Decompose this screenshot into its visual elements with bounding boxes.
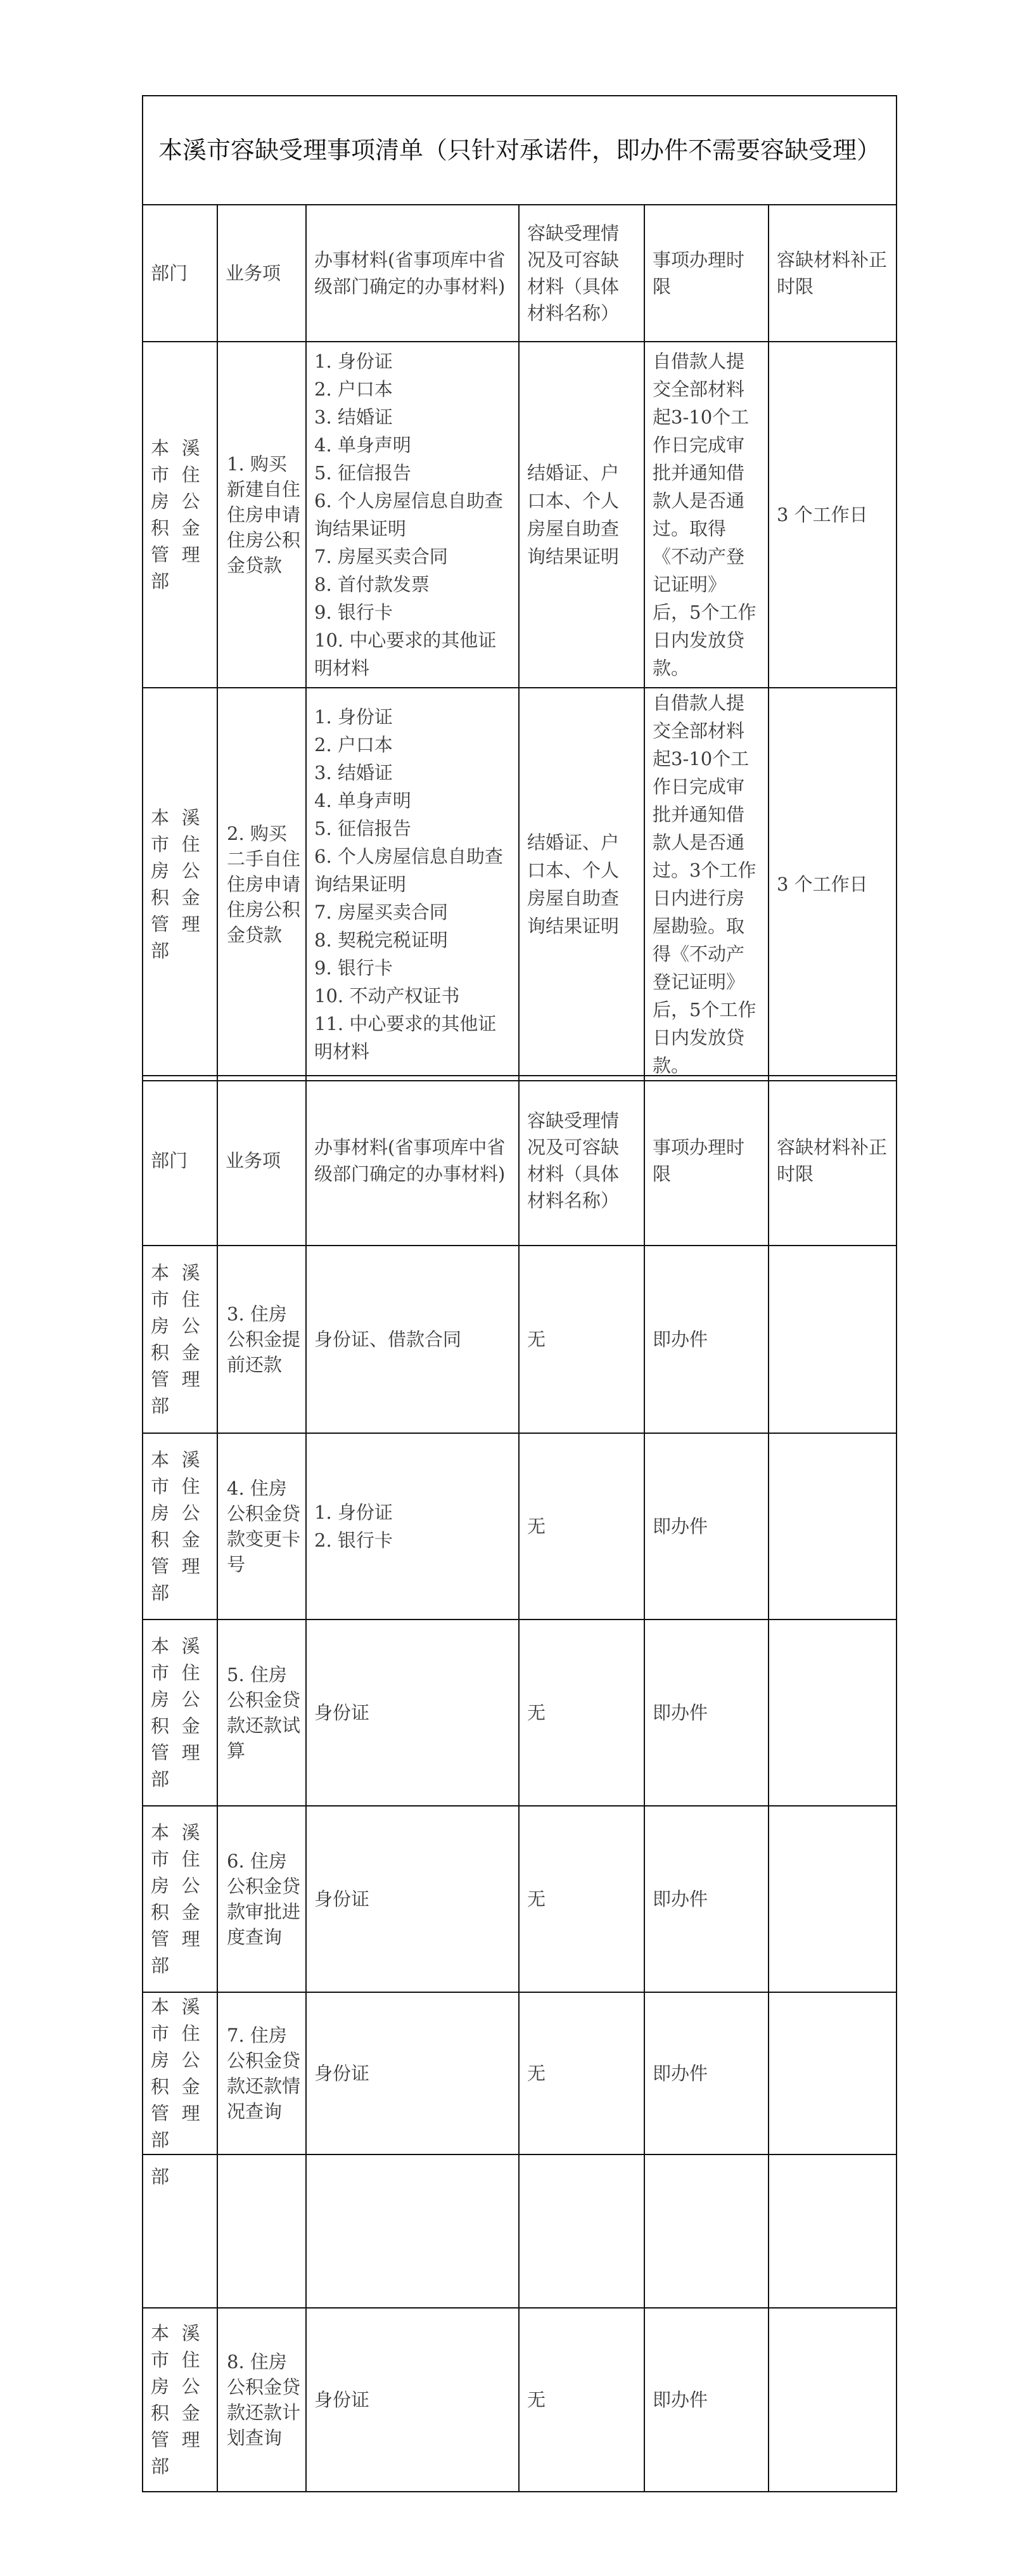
dept-name-line: 市 住 xyxy=(151,834,200,855)
dept-name-line: 房 公 xyxy=(151,2049,200,2071)
dept-cell xyxy=(143,1246,217,1433)
dept-name-line: 本 溪 xyxy=(151,1996,200,2018)
dept-name-line: 本 溪 xyxy=(151,1822,200,1843)
header-dept: 部门 xyxy=(143,1076,217,1246)
dept-name xyxy=(151,1633,209,1793)
dept-name-line: 本 溪 xyxy=(151,437,200,459)
dept-name-line: 房 公 xyxy=(151,1315,200,1337)
dept-name-line: 管 理 xyxy=(151,1368,200,1390)
supplement-cell xyxy=(769,1992,897,2154)
material-line: 8. 首付款发票 xyxy=(314,574,430,595)
dept-name-line: 部 xyxy=(151,1955,170,1976)
table-2 xyxy=(142,1075,897,2155)
material-line: 2. 户口本 xyxy=(314,734,393,756)
dept-name-line: 管 理 xyxy=(151,1742,200,1763)
dept-name-line: 积 金 xyxy=(151,517,200,539)
empty-cell xyxy=(769,2154,897,2308)
table-row xyxy=(143,1620,897,1806)
dept-name-line: 房 公 xyxy=(151,1502,200,1524)
dept-cell xyxy=(143,342,217,688)
dept-name-line: 市 住 xyxy=(151,1848,200,1870)
materials-cell xyxy=(306,1433,519,1620)
materials-cell: 身份证 xyxy=(306,1806,519,1992)
material-line: 10. 中心要求的其他证明材料 xyxy=(314,629,497,679)
material-line: 5. 征信报告 xyxy=(314,462,411,484)
supplement-cell xyxy=(769,1620,897,1806)
dept-name-line: 积 金 xyxy=(151,2076,200,2097)
dept-name xyxy=(151,1259,209,1419)
header-supplement: 容缺材料补正时限 xyxy=(769,205,897,342)
material-line: 1. 身份证 xyxy=(314,706,393,728)
dept-name-line: 本 溪 xyxy=(151,2322,200,2344)
materials-cell: 身份证 xyxy=(306,2308,519,2492)
supplement-cell xyxy=(769,2308,897,2492)
table-1 xyxy=(142,95,897,1081)
dept-name-line: 积 金 xyxy=(151,1902,200,1923)
page-title: 本溪市容缺受理事项清单（只针对承诺件，即办件不需要容缺受理） xyxy=(143,96,897,205)
table-row xyxy=(143,2154,897,2308)
header-missing: 容缺受理情况及可容缺材料（具体材料名称） xyxy=(519,1076,644,1246)
dept-name-line: 管 理 xyxy=(151,544,200,565)
item-cell: 1. 购买新建自住住房申请住房公积金贷款 xyxy=(217,342,306,688)
dept-name-line: 积 金 xyxy=(151,887,200,908)
dept-name-line: 管 理 xyxy=(151,1928,200,1950)
table-3 xyxy=(142,2154,897,2492)
dept-name xyxy=(151,804,209,964)
material-line: 7. 房屋买卖合同 xyxy=(314,901,448,923)
dept-name-line: 管 理 xyxy=(151,2103,200,2124)
dept-name-line: 部 xyxy=(151,570,170,592)
dept-name-line: 房 公 xyxy=(151,2376,200,2397)
header-supplement: 容缺材料补正时限 xyxy=(769,1076,897,1246)
deadline-cell: 即办件 xyxy=(644,1433,769,1620)
deadline-cell: 自借款人提交全部材料起3-10个工作日完成审批并通知借款人是否通过。3个工作日内进行房屋勘验。取得《不动产登记证明》后，5个工作日内发放贷款。 xyxy=(644,688,769,1081)
dept-cell xyxy=(143,1620,217,1806)
table-row xyxy=(143,342,897,688)
dept-name-line: 房 公 xyxy=(151,860,200,882)
material-line: 7. 房屋买卖合同 xyxy=(314,546,448,567)
item-cell: 6. 住房公积金贷款审批进度查询 xyxy=(217,1806,306,1992)
material-line: 6. 个人房屋信息自助查询结果证明 xyxy=(314,846,503,895)
supplement-cell xyxy=(769,1246,897,1433)
dept-continuation: 部 xyxy=(143,2154,217,2308)
header-dept: 部门 xyxy=(143,205,217,342)
dept-name-line: 市 住 xyxy=(151,1662,200,1684)
material-line: 2. 户口本 xyxy=(314,378,393,400)
supplement-cell xyxy=(769,1433,897,1620)
dept-name-line: 市 住 xyxy=(151,2023,200,2044)
material-line: 6. 个人房屋信息自助查询结果证明 xyxy=(314,490,503,539)
missing-cell: 无 xyxy=(519,1246,644,1433)
dept-name-line: 本 溪 xyxy=(151,1262,200,1284)
material-line: 1. 身份证 xyxy=(314,351,393,372)
item-cell: 7. 住房公积金贷款还款情况查询 xyxy=(217,1992,306,2154)
empty-cell xyxy=(519,2154,644,2308)
materials-cell: 身份证 xyxy=(306,1620,519,1806)
dept-name xyxy=(151,1993,209,2153)
dept-name-line: 部 xyxy=(151,2129,170,2151)
materials-cell: 身份证 xyxy=(306,1992,519,2154)
deadline-cell: 即办件 xyxy=(644,1620,769,1806)
dept-name-line: 市 住 xyxy=(151,1476,200,1497)
empty-cell xyxy=(644,2154,769,2308)
missing-cell: 无 xyxy=(519,1992,644,2154)
dept-cell xyxy=(143,1992,217,2154)
dept-cell xyxy=(143,688,217,1081)
materials-cell xyxy=(306,688,519,1081)
dept-name-line: 管 理 xyxy=(151,1555,200,1577)
dept-name-line: 积 金 xyxy=(151,1342,200,1363)
deadline-cell: 自借款人提交全部材料起3-10个工作日完成审批并通知借款人是否通过。取得《不动产登记证明》后，5个工作日内发放贷款。 xyxy=(644,342,769,688)
materials-cell xyxy=(306,342,519,688)
dept-name-line: 本 溪 xyxy=(151,807,200,828)
missing-cell: 无 xyxy=(519,1806,644,1992)
table-row xyxy=(143,1246,897,1433)
material-line: 10. 不动产权证书 xyxy=(314,985,460,1007)
dept-name-line: 积 金 xyxy=(151,1715,200,1737)
supplement-cell: 3 个工作日 xyxy=(769,688,897,1081)
dept-name-line: 部 xyxy=(151,940,170,962)
deadline-cell: 即办件 xyxy=(644,2308,769,2492)
material-line: 1. 身份证 xyxy=(314,1502,393,1523)
table-row xyxy=(143,688,897,1081)
missing-cell: 结婚证、户口本、个人房屋自助查询结果证明 xyxy=(519,342,644,688)
dept-name-line: 部 xyxy=(151,1395,170,1417)
item-cell: 5. 住房公积金贷款还款试算 xyxy=(217,1620,306,1806)
deadline-cell: 即办件 xyxy=(644,1992,769,2154)
material-line: 9. 银行卡 xyxy=(314,602,393,623)
material-line: 3. 结婚证 xyxy=(314,406,393,428)
dept-name xyxy=(151,1819,209,1979)
dept-name-line: 积 金 xyxy=(151,2402,200,2424)
dept-name-line: 管 理 xyxy=(151,2429,200,2450)
table-row xyxy=(143,2308,897,2492)
missing-cell: 结婚证、户口本、个人房屋自助查询结果证明 xyxy=(519,688,644,1081)
supplement-cell: 3 个工作日 xyxy=(769,342,897,688)
header-missing: 容缺受理情况及可容缺材料（具体材料名称） xyxy=(519,205,644,342)
dept-name-line: 市 住 xyxy=(151,2349,200,2371)
header-deadline: 事项办理时限 xyxy=(644,205,769,342)
item-cell: 8. 住房公积金贷款还款计划查询 xyxy=(217,2308,306,2492)
dept-cell xyxy=(143,1806,217,1992)
dept-name xyxy=(151,2320,209,2480)
dept-name-line: 部 xyxy=(151,1768,170,1790)
missing-cell: 无 xyxy=(519,1433,644,1620)
header-deadline: 事项办理时限 xyxy=(644,1076,769,1246)
dept-name-line: 部 xyxy=(151,1582,170,1604)
table-row xyxy=(143,1806,897,1992)
dept-name xyxy=(151,435,209,595)
material-line: 8. 契税完税证明 xyxy=(314,929,448,951)
header-item: 业务项 xyxy=(217,205,306,342)
material-line: 3. 结婚证 xyxy=(314,762,393,783)
table-row xyxy=(143,1433,897,1620)
header-materials: 办事材料(省事项库中省级部门确定的办事材料) xyxy=(306,1076,519,1246)
material-line: 4. 单身声明 xyxy=(314,434,411,456)
material-line: 9. 银行卡 xyxy=(314,957,393,979)
table-row xyxy=(143,1992,897,2154)
dept-name-line: 管 理 xyxy=(151,913,200,935)
missing-cell: 无 xyxy=(519,1620,644,1806)
dept-name-line: 房 公 xyxy=(151,491,200,512)
material-line: 2. 银行卡 xyxy=(314,1530,393,1551)
empty-cell xyxy=(306,2154,519,2308)
dept-name-line: 积 金 xyxy=(151,1529,200,1550)
empty-cell xyxy=(217,2154,306,2308)
dept-name-line: 市 住 xyxy=(151,464,200,486)
header-item: 业务项 xyxy=(217,1076,306,1246)
dept-cell xyxy=(143,2308,217,2492)
missing-cell: 无 xyxy=(519,2308,644,2492)
materials-cell: 身份证、借款合同 xyxy=(306,1246,519,1433)
item-cell: 3. 住房公积金提前还款 xyxy=(217,1246,306,1433)
dept-name-line: 本 溪 xyxy=(151,1635,200,1657)
dept-cell xyxy=(143,1433,217,1620)
deadline-cell: 即办件 xyxy=(644,1806,769,1992)
deadline-cell: 即办件 xyxy=(644,1246,769,1433)
dept-name-line: 市 住 xyxy=(151,1289,200,1310)
dept-name-line: 部 xyxy=(151,2456,170,2477)
item-cell: 2. 购买二手自住住房申请住房公积金贷款 xyxy=(217,688,306,1081)
dept-name xyxy=(151,1446,209,1606)
material-line: 11. 中心要求的其他证明材料 xyxy=(314,1013,497,1062)
supplement-cell xyxy=(769,1806,897,1992)
item-cell: 4. 住房公积金贷款变更卡号 xyxy=(217,1433,306,1620)
dept-name-line: 房 公 xyxy=(151,1689,200,1710)
dept-name-line: 本 溪 xyxy=(151,1449,200,1471)
material-line: 4. 单身声明 xyxy=(314,790,411,811)
dept-name-line: 房 公 xyxy=(151,1875,200,1897)
material-line: 5. 征信报告 xyxy=(314,818,411,839)
header-materials: 办事材料(省事项库中省级部门确定的办事材料) xyxy=(306,205,519,342)
